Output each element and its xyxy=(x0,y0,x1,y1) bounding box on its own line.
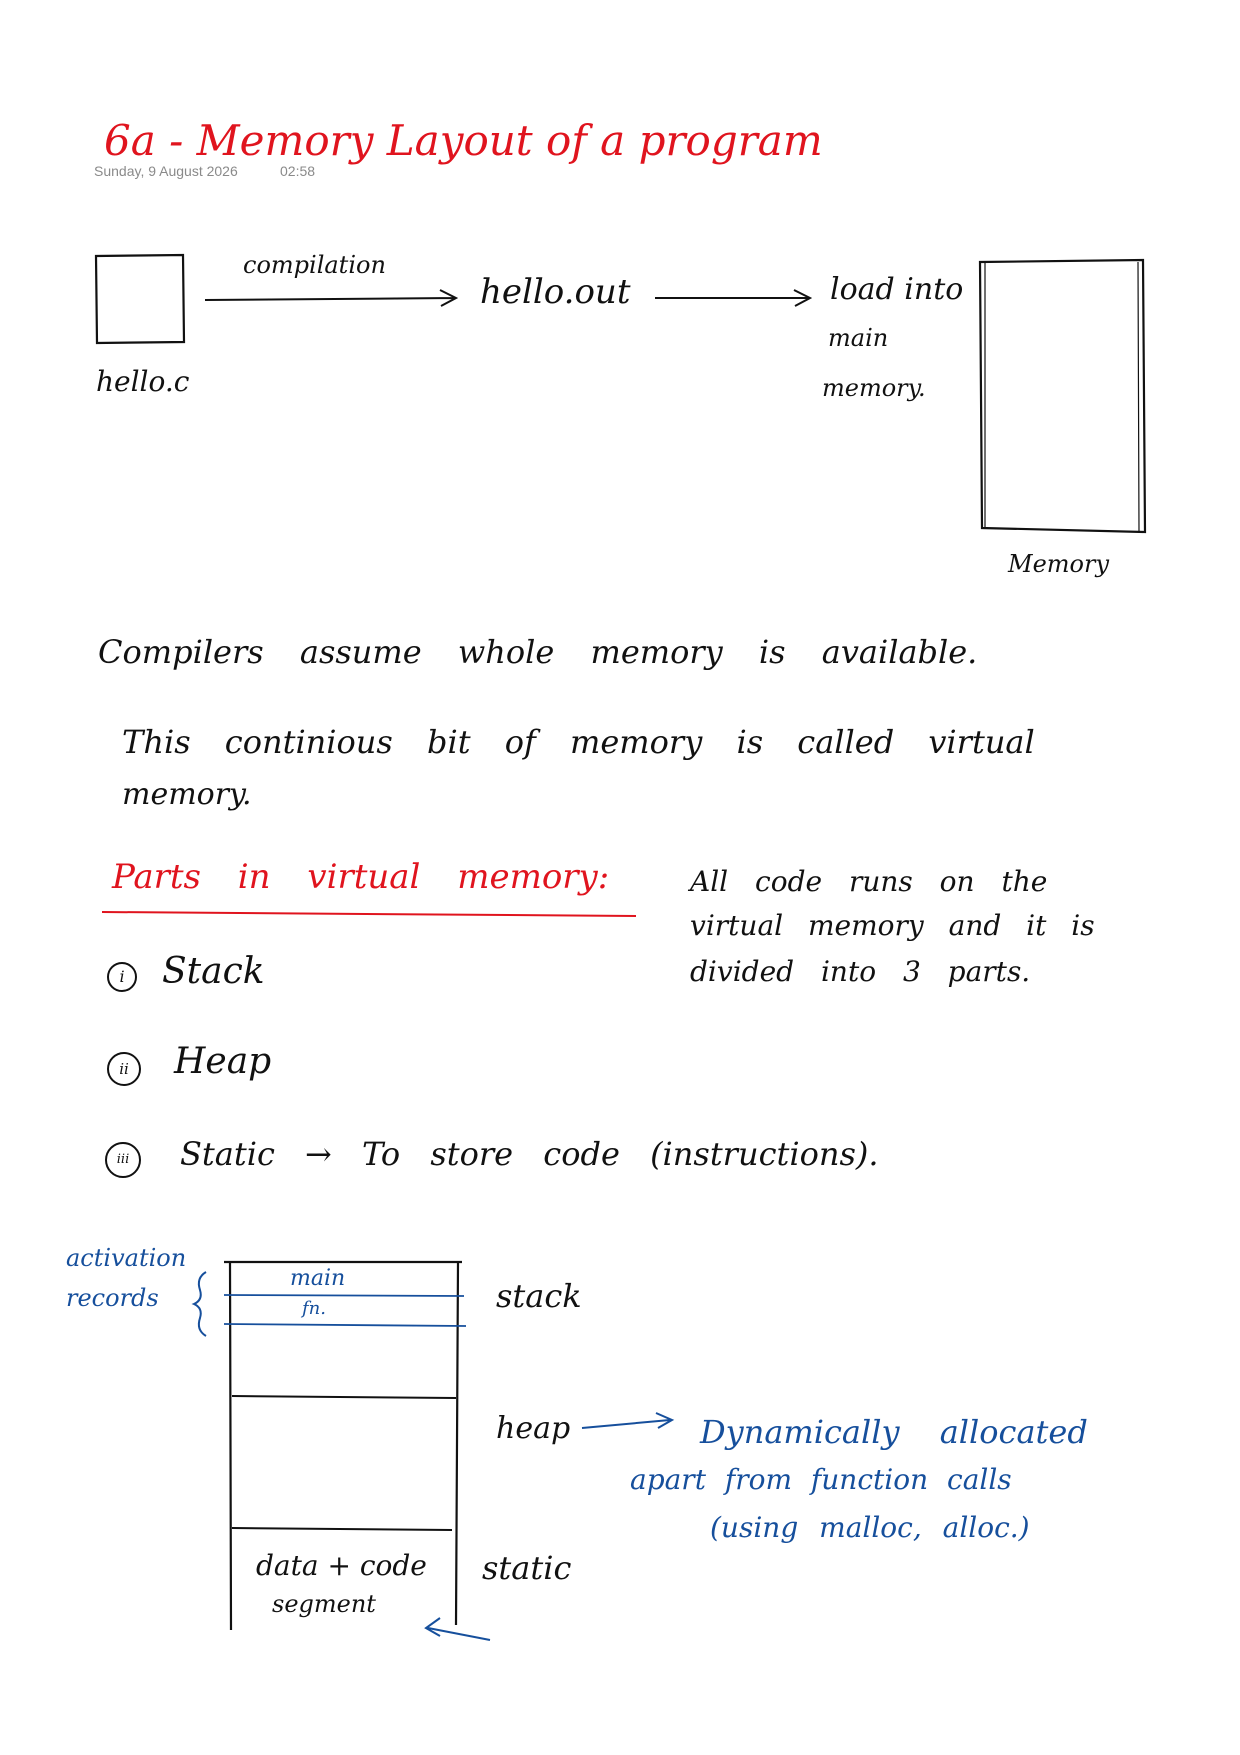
load-arrow xyxy=(655,290,810,306)
segment-arrow xyxy=(426,1618,490,1640)
heap-note-line-2: apart from function calls xyxy=(630,1463,1012,1496)
page-title: 6a - Memory Layout of a program xyxy=(104,116,823,165)
note-date: Sunday, 9 August 2026 xyxy=(94,163,238,179)
compilers-note: Compilers assume whole memory is available. xyxy=(98,633,978,671)
part-number-1: i xyxy=(107,962,137,992)
stack-row-line-2 xyxy=(224,1324,466,1326)
activation-brace xyxy=(194,1272,206,1336)
memory-box xyxy=(980,260,1145,532)
stack-row-fn: fn. xyxy=(302,1298,326,1319)
note-time: 02:58 xyxy=(280,163,316,179)
parts-underline xyxy=(102,912,636,916)
side-note-line-2: virtual memory and it is xyxy=(690,909,1095,942)
region-label-stack: stack xyxy=(496,1277,582,1315)
heap-static-divider xyxy=(232,1528,452,1530)
load-text-line-2: main xyxy=(828,324,889,352)
virtual-memory-note: This continious bit of memory is called virtual xyxy=(122,723,1035,761)
stack-heap-divider xyxy=(232,1396,456,1398)
load-text-line-1: load into xyxy=(830,272,964,307)
parts-heading: Parts in virtual memory: xyxy=(112,857,610,897)
output-file-label: hello.out xyxy=(480,272,631,312)
part-label-stack: Stack xyxy=(162,951,265,992)
source-file-box xyxy=(96,255,184,343)
source-file-label: hello.c xyxy=(96,365,190,398)
part-number-3: iii xyxy=(105,1142,141,1178)
stack-row-line-1 xyxy=(224,1295,464,1296)
compilation-label: compilation xyxy=(243,251,386,279)
compilation-arrow xyxy=(205,290,456,306)
heap-note-line-1: Dynamically allocated xyxy=(700,1413,1088,1451)
side-note-line-1: All code runs on the xyxy=(690,865,1048,898)
activation-label-line-2: records xyxy=(66,1284,159,1312)
region-label-static: static xyxy=(482,1549,572,1587)
part-label-heap: Heap xyxy=(174,1041,272,1082)
stack-row-main: main xyxy=(290,1266,346,1291)
part-number-2: ii xyxy=(107,1052,141,1086)
region-label-heap: heap xyxy=(496,1411,571,1446)
part-label-static: Static → To store code (instructions). xyxy=(180,1135,879,1173)
side-note-line-3: divided into 3 parts. xyxy=(690,955,1031,988)
load-text-line-3: memory. xyxy=(822,374,926,402)
memory-label: Memory xyxy=(1008,550,1110,578)
segment-text-line-1: data + code xyxy=(256,1549,427,1582)
heap-note-arrow xyxy=(582,1413,672,1428)
activation-label-line-1: activation xyxy=(66,1244,187,1272)
heap-note-line-3: (using malloc, alloc.) xyxy=(710,1511,1030,1544)
segment-text-line-2: segment xyxy=(272,1590,376,1618)
virtual-memory-note-cont: memory. xyxy=(122,777,252,812)
